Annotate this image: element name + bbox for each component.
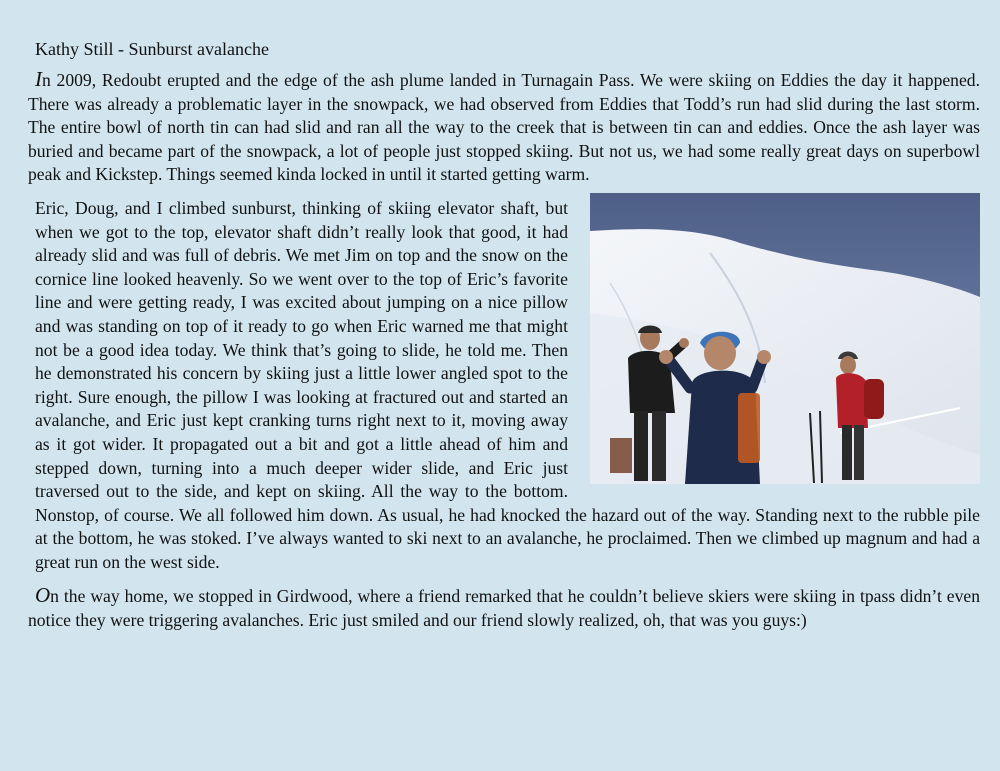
photo-illustration — [590, 193, 980, 484]
paragraph-text: n 2009, Redoubt erupted and the edge of the ash plume landed in Turnagain Pass. We were skiing on Eddies the day it happened. There was already a problematic layer in the snowpack, we had observed from Eddies that Todd’s run had slid during the last storm. The entire bowl of north tin can had slid and ran all the way to the creek that is between tin can and eddies. Once the ash layer was buried and became part of the snowpack, a lot of people just stopped skiing. But not us, we had some really great days on superbowl peak and Kickstep. Things seemed kinda locked in until it started getting warm. — [28, 70, 980, 185]
drop-cap: O — [35, 583, 51, 608]
document-page — [28, 38, 980, 643]
paragraph-text: n the way home, we stopped in Girdwood, where a friend remarked that he couldn’t believe skiers were skiing in tpass didn’t even notice they were triggering avalanches. Eric just smiled and our friend slowly realized, oh, that was you guys:) — [28, 586, 980, 631]
drop-cap: I — [35, 67, 42, 91]
paragraph-1 — [28, 68, 980, 187]
document-title: Kathy Still - Sunburst avalanche — [35, 39, 269, 59]
paragraph-3 — [28, 584, 980, 632]
ski-group-photo — [590, 193, 980, 484]
paragraph-2: Eric, Doug, and I climbed sunburst, thinking of skiing elevator shaft, but when we got to the top, elevator shaft didn’t really look that good, it had already slid and was full of debris. We met Jim on top and the snow on the cornice line looked heavenly. So we went over to the top of Eric’s favorite line and were getting ready, I was excited about jumping on a nice pillow and was standing on top of it ready to go when Eric warned me that might not be a good idea today. We think that’s going to slide, he told me. Then he demonstrated his concern by skiing just a little lower angled spot to the right. Sure enough, the pillow I was looking at fractured out and started an avalanche, and Eric just kept cranking turns right next to it, moving away as it got wider. It propagated out a bit and got a little ahead of him and stepped down, turning into a much deeper wider slide, and Eric just traversed out to the side, and kept on skiing. All the way to the bottom. Nonstop, of course. We all followed him down. As usual, he had knocked the hazard out of the way. Standing next to the rubble pile at the bottom, he was stoked. I’ve always wanted to ski next to an avalanche, he proclaimed. Then we climbed up magnum and had a great run on the west side. — [35, 197, 980, 572]
